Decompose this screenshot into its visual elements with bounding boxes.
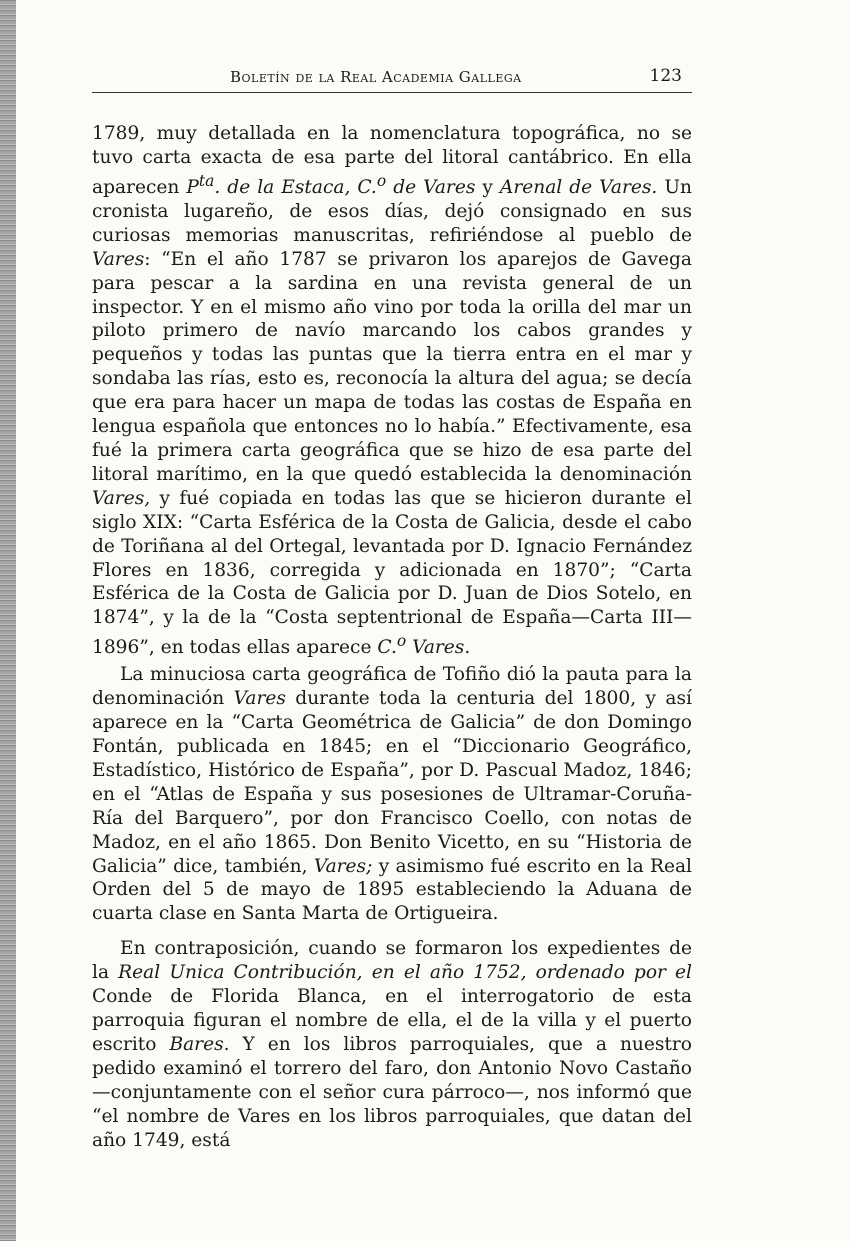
text-run: La minuciosa carta geográfica de Tofiño dió la pauta para la denominación <box>92 664 692 710</box>
italic-text: Vares, <box>92 487 151 509</box>
italic-text: o <box>376 171 387 190</box>
paragraph-2 <box>92 663 692 926</box>
italic-text: P <box>186 177 199 198</box>
text-run: y <box>475 177 500 198</box>
text-run: : “En el año 1787 se privaron los aparejos de Gavega para pescar a la sardina en una revista general de un inspector. Y en el mismo año vino por toda la orilla del mar un piloto primero de navío marcando los cabos grandes y pequeños y todas las puntas que la tierra entra en el mar y sondaba las rías, esto es, reconocía la altura del agua; se decía que era para hacer un mapa de todas las costas de España en lengua española que entonces no lo había.” Efectivamente, esa fué la primera carta geográfica que se hizo de esa parte del litoral marítimo, en la que quedó establecida la denominación <box>92 248 692 485</box>
body-text <box>92 122 692 1152</box>
italic-text: Vares; <box>313 855 373 877</box>
running-title: Boletín de la Real Academia Gallega <box>230 68 522 86</box>
paragraph-3 <box>92 937 692 1152</box>
text-run: y fué copiada en todas las que se hicieron durante el siglo XIX: “Carta Esférica de la Costa de Galicia, desde el cabo de Toriñana al del Ortegal, levantada por D. Ignacio Fernández Flores en 1836, corregida y adicionada en 1870”; “Carta Esférica de la Costa de Galicia por D. Juan de Dios Sotelo, en 1874”, y la de la “Costa septentrional de España—Carta III—1896”, en todas ellas aparece <box>92 487 692 659</box>
text-run: durante toda la centuria del 1800, y así aparece en la “Carta Geométrica de Galicia” de don Domingo Fontán, publicada en 1845; en el “Diccionario Geográfico, Estadístico, Histórico de España”, por D. Pascual Madoz, 1846; en el “Atlas de España y sus posesiones de Ultramar-Coruña-Ría del Barquero”, por don Francisco Coello, con notas de Madoz, en el año 1865. Don Benito Vicetto, en su “Historia de Galicia” dice, también, <box>92 688 693 877</box>
italic-text: ta <box>198 171 215 190</box>
page-number: 123 <box>649 66 682 86</box>
italic-text: Vares. <box>406 637 471 659</box>
text-run: Un cronista lugareño, de esos días, dejó consignado en sus curiosas memorias manuscritas, refiriéndose al pueblo de <box>92 177 693 246</box>
italic-text: C. <box>377 637 397 659</box>
italic-text: Bares. <box>169 1033 230 1055</box>
running-header <box>92 62 692 93</box>
text-run: En contraposición, cuando se formaron los expedientes de la <box>92 938 692 984</box>
text-run: Y en los libros parroquiales, que a nuestro pedido examinó el torrero del faro, don Antonio Novo Castaño —conjuntamente con el señor cura párroco—, nos informó que “el nombre de Vares en los libros parroquiales, que datan del año 1749, está <box>92 1033 692 1151</box>
text-run: y asimismo fué escrito en la Real Orden del 5 de mayo de 1895 estableciendo la Aduana de cuarta clase en Santa Marta de Ortigueira. <box>92 855 693 925</box>
italic-text: Real Unica Contribución, en el año 1752, ordenado por el <box>118 962 692 984</box>
text-run: 1789, muy detallada en la nomenclatura topográfica, no se tuvo carta exacta de esa parte del litoral cantábrico. En ella aparecen <box>92 123 692 198</box>
italic-text: Vares <box>92 248 145 270</box>
italic-text: o <box>396 632 407 651</box>
text-run: Conde de Florida Blanca, en el interrogatorio de esta parroquia figuran el nombre de ella, el de la villa y el puerto escrito <box>92 986 692 1055</box>
italic-text: de Vares <box>386 177 476 198</box>
book-spine-edge <box>0 0 16 1241</box>
italic-text: Vares <box>233 688 286 710</box>
paragraph-1 <box>92 122 692 660</box>
italic-text: . de la Estaca, C. <box>214 177 377 198</box>
italic-text: Arenal de Vares. <box>499 177 658 198</box>
